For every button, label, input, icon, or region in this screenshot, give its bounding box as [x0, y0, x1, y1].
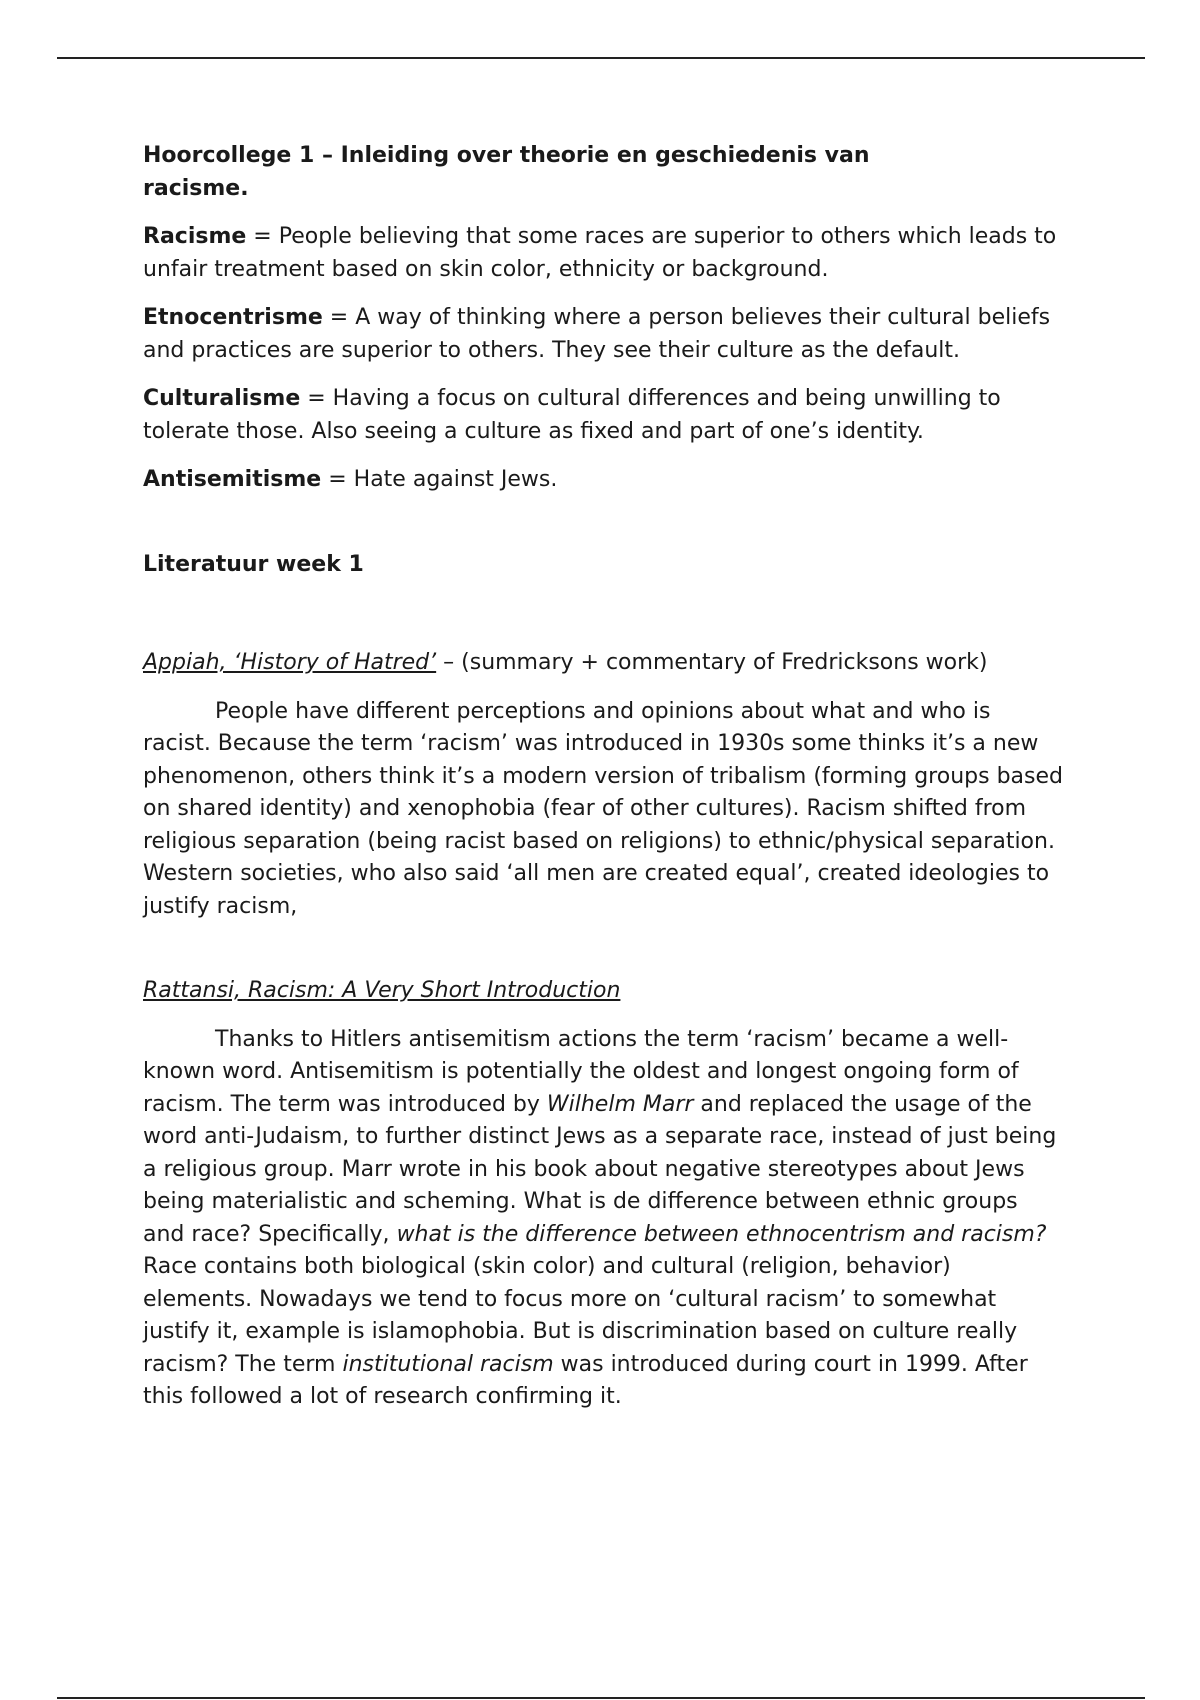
definition-culturalisme [143, 383, 1063, 448]
literature-heading: Literatuur week 1 [143, 551, 364, 577]
definition-text: = A way of thinking where a person believes their cultural beliefs and practices are superior to others. They see their culture as the default. [143, 305, 1051, 363]
document-page [143, 140, 1063, 1430]
definition-text: = Having a focus on cultural differences and being unwilling to tolerate those. Also seeing a culture as fixed and part of one’s identity. [143, 386, 1001, 444]
summary-text-a: Thanks to Hitlers antisemitism actions the term ‘racism’ became a well-known word. Antisemitism is potentially the oldest and longest ongoing form of racism. The term was introduced by [143, 1026, 1019, 1117]
definition-text: = Hate against Jews. [321, 467, 558, 492]
definition-term: Etnocentrisme [143, 305, 323, 330]
title-line-1: Hoorcollege 1 – Inleiding over theorie en geschiedenis van [143, 143, 870, 168]
source-1-title: Appiah, ‘History of Hatred’ [143, 650, 437, 675]
source-2-citation [143, 975, 1063, 1008]
page-title [143, 140, 1063, 205]
summary-text-c: Race contains both biological (skin color) and cultural (religion, behavior) elements. Nowadays we tend to focus more on ‘cultural racism’ to somewhat justify it, example is islamophobia. But is discrimination based on culture really racism? The term [143, 1254, 1018, 1377]
source-2-summary [143, 1024, 1063, 1414]
source-1-note: – (summary + commentary of Fredricksons work) [436, 650, 988, 675]
definition-racisme [143, 221, 1063, 286]
source-1-citation [143, 647, 1063, 680]
summary-term: institutional racism [342, 1351, 554, 1377]
summary-text-d: was introduced during court in 1999. After this followed a lot of research confirming it. [143, 1351, 1028, 1409]
definition-etnocentrisme [143, 302, 1063, 367]
summary-name: Wilhelm Marr [546, 1091, 694, 1117]
definition-term: Antisemitisme [143, 467, 322, 492]
title-line-2: racisme. [143, 175, 249, 201]
footer-rule [57, 1697, 1145, 1699]
summary-text-b: and replaced the usage of the word anti-Judaism, to further distinct Jews as a separate race, instead of just being a religious group. Marr wrote in his book about negative stereotypes about Jews being materialistic and scheming. What is de difference between ethnic groups and race? Specifically, [143, 1091, 1057, 1247]
summary-question: what is the difference between ethnocentrism and racism? [396, 1221, 1047, 1247]
header-rule [57, 57, 1145, 59]
definition-antisemitisme [143, 464, 1063, 497]
definition-term: Culturalisme [143, 386, 301, 411]
source-1-summary: People have different perceptions and opinions about what and who is racist. Because the term ‘racism’ was introduced in 1930s some thinks it’s a new phenomenon, others think it’s a modern version of tribalism (forming groups based on shared identity) and xenophobia (fear of other cultures). Racism shifted from religious separation (being racist based on religions) to ethnic/physical separation. Western societies, who also said ‘all men are created equal’, created ideologies to justify racism, [143, 698, 1063, 919]
definition-term: Racisme [143, 224, 247, 249]
source-2-title: Rattansi, Racism: A Very Short Introduction [143, 978, 621, 1003]
definition-text: = People believing that some races are superior to others which leads to unfair treatment based on skin color, ethnicity or background. [143, 224, 1057, 282]
